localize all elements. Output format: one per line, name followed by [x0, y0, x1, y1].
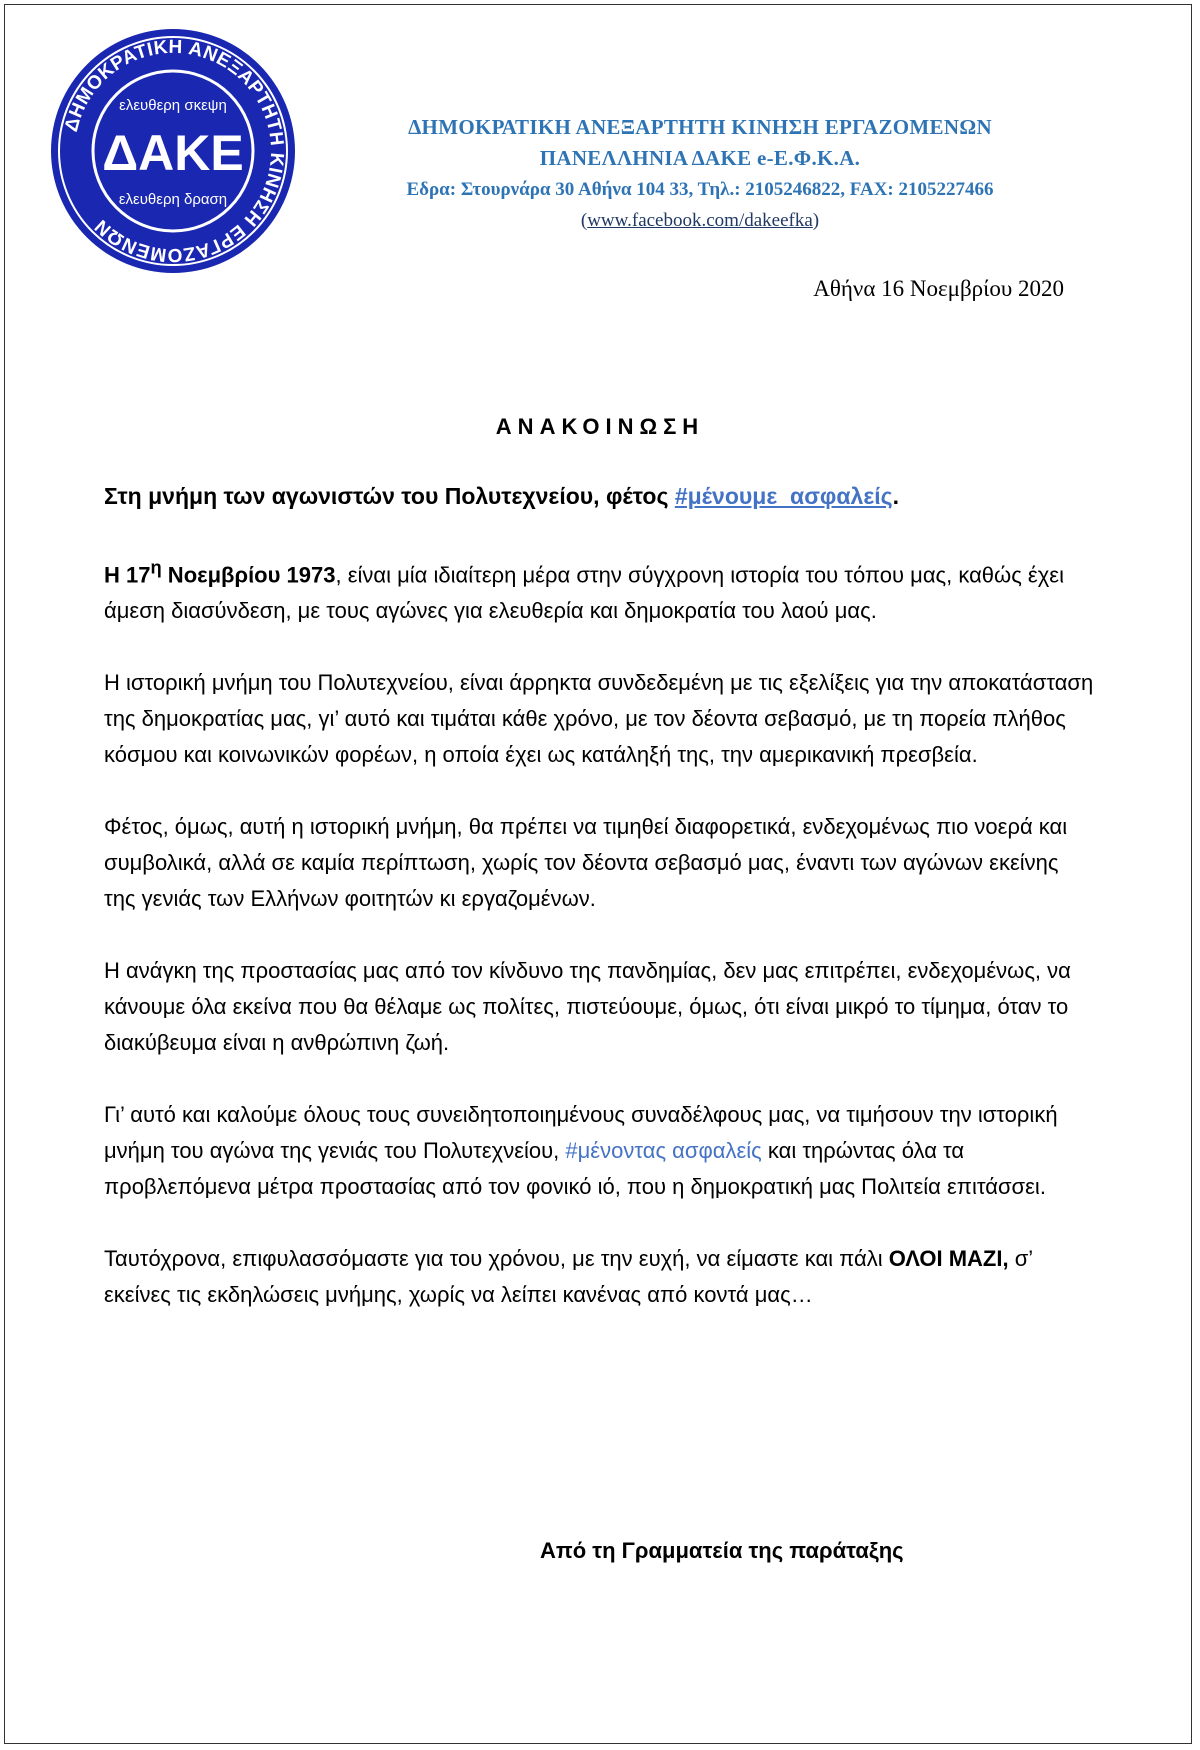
paragraph-1: Η $17^\eta$ Νοεμβρίου 1973, είναι μία ιδιαίτερη μέρα στην σύγχρονη ιστορία του τόπου μας, καθώς έχει άμεση διασύνδεση, με τους αγώνες για ελευθερία και δημοκρατία του λαού μας.: [104, 557, 1064, 624]
hashtag-menontas-asfaleis[interactable]: #μένοντας ασφαλείς: [565, 1138, 762, 1164]
letterhead: [330, 112, 1070, 236]
document-date: Αθήνα 16 Νοεμβρίου 2020: [813, 276, 1064, 301]
letterhead-org-name: ΔΗΜΟΚΡΑΤΙΚΗ ΑΝΕΞΑΡΤΗΤΗ ΚΙΝΗΣΗ ΕΡΓΑΖΟΜΕΝΩΝ: [408, 115, 992, 139]
letterhead-address: Εδρα: Στουρνάρα 30 Αθήνα 104 33, Τηλ.: 2105246822, FAX: 2105227466: [406, 179, 994, 200]
facebook-link[interactable]: www.facebook.com/dakeefka: [587, 210, 813, 231]
announcement-body: [104, 478, 1094, 1349]
signature: Από τη Γραμματεία της παράταξης: [540, 1538, 904, 1563]
paragraph-4: Η ανάγκη της προστασίας μας από τον κίνδυνο της πανδημίας, δεν μας επιτρέπει, ενδεχομένως, να κάνουμε όλα εκείνα που θα θέλαμε ως πολίτες, πιστεύουμε, όμως, ότι είναι μικρό το τίμημα, όταν το διακύβευμα είναι η ανθρώπινη ζωή.: [104, 958, 1071, 1056]
paragraph-2: Η ιστορική μνήμη του Πολυτεχνείου, είναι άρρηκτα συνδεδεμένη με τις εξελίξεις για την αποκατάσταση της δημοκρατίας μας, γι’ αυτό και τιμάται κάθε χρόνο, με τον δέοντα σεβασμό, με τη πορεία πλήθος κόσμου και κοινωνικών φορέων, η οποία έχει ως κατάληξή της, την αμερικανική πρεσβεία.: [104, 670, 1094, 768]
letterhead-branch: ΠΑΝΕΛΛΗΝΙΑ ΔΑΚΕ e-Ε.Φ.Κ.Α.: [539, 146, 861, 170]
announcement-title: ΑΝΑΚΟΙΝΩΣΗ: [495, 414, 705, 439]
paragraph-6: Ταυτόχρονα, επιφυλασσόμαστε για του χρόνου, με την ευχή, να είμαστε και πάλι ΟΛΟΙ ΜΑΖΙ, σ’ εκείνες τις εκδηλώσεις μνήμης, χωρίς να λείπει κανένας από κοντά μας…: [104, 1246, 1033, 1308]
dake-logo: [48, 26, 298, 276]
paragraph-3: Φέτος, όμως, αυτή η ιστορική μνήμη, θα πρέπει να τιμηθεί διαφορετικά, ενδεχομένως πιο νοερά και συμβολικά, αλλά σε καμία περίπτωση, χωρίς τον δέοντα σεβασμό μας, έναντι των αγώνων εκείνης της γενιάς των Ελλήνων φοιτητών κι εργαζομένων.: [104, 814, 1068, 912]
logo-center-text: ΔΑΚΕ: [102, 125, 244, 181]
letterhead-website: (www.facebook.com/dakeefka): [580, 210, 820, 231]
paragraph-5: Γι’ αυτό και καλούμε όλους τους συνειδητοποιημένους συναδέλφους μας, να τιμήσουν την ιστορική μνήμη του αγώνα της γενιάς του Πολυτεχνείου, #μένοντας ασφαλείς και τηρώντας όλα τα προβλεπόμενα μέτρα προστασίας από τον φονικό ιό, που η δημοκρατική μας Πολιτεία επιτάσσει.: [104, 1102, 1058, 1200]
logo-ring-text: ΔΗΜΟΚΡΑΤΙΚΗ ΑΝΕΞΑΡΤΗΤΗ ΚΙΝΗΣΗ ΕΡΓΑΖΟΜΕΝΩΝ: [60, 36, 288, 266]
announcement-subtitle: Στη μνήμη των αγωνιστών του Πολυτεχνείου, φέτος #μένουμε_ασφαλείς.: [104, 483, 899, 509]
hashtag-menoume-asfaleis[interactable]: #μένουμε_ασφαλείς: [674, 483, 893, 509]
logo-top-text: ελευθερη σκεψη: [119, 97, 227, 114]
logo-bottom-text: ελευθερη δραση: [118, 191, 228, 208]
